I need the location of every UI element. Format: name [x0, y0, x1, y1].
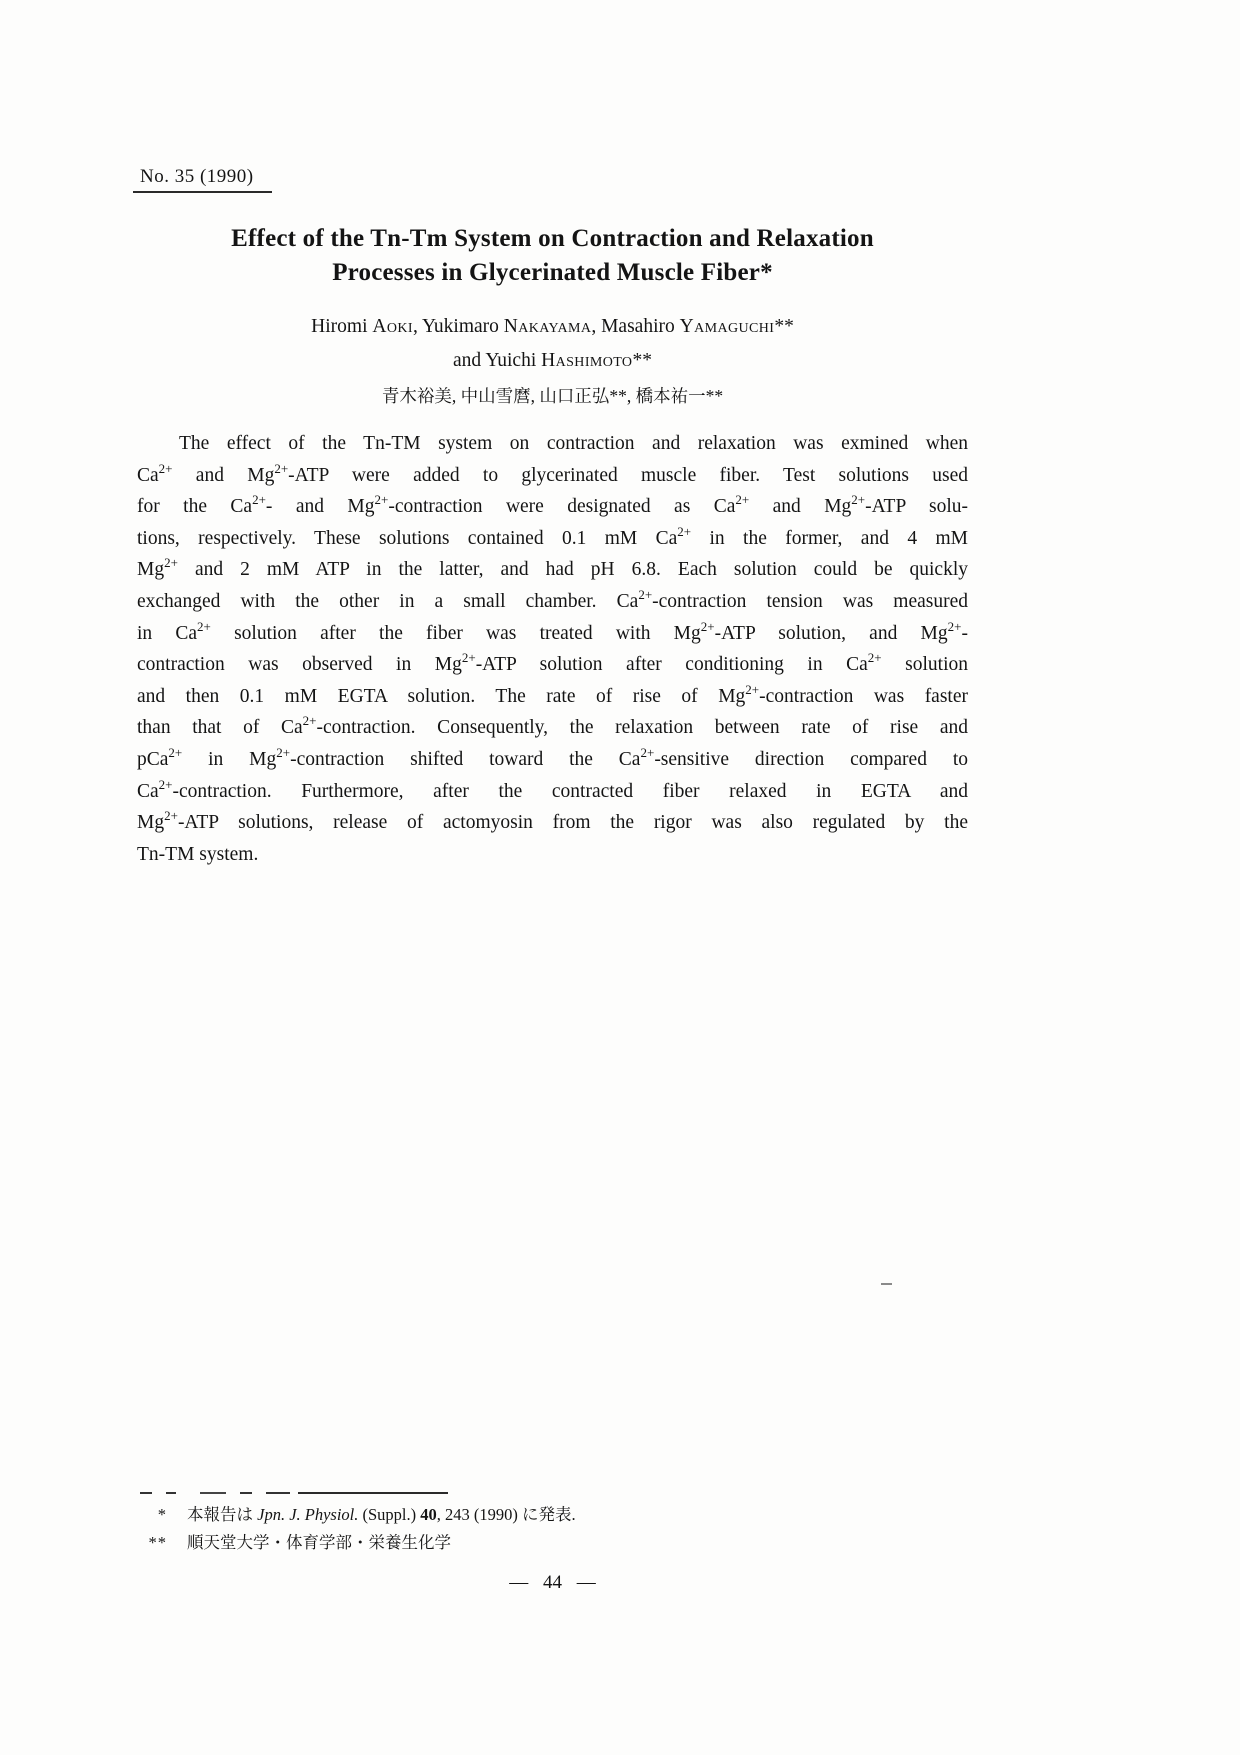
text-segment: 2+ [735, 492, 750, 508]
text-segment: 2+ [164, 555, 178, 571]
author-list-japanese [137, 383, 968, 408]
text-segment: and Mg [749, 496, 852, 518]
text-segment: Effect of the Tn-Tm System on Contraction and Relaxation [231, 225, 874, 252]
footnote-row [137, 1529, 837, 1557]
text-segment: Yamaguchi [679, 316, 775, 337]
abstract-paragraph-line [137, 491, 968, 523]
author-list [137, 310, 968, 378]
text-segment: ** [774, 316, 794, 337]
issue-header: No. 35 (1990) [133, 166, 272, 193]
abstract-paragraph-line [137, 618, 968, 650]
text-segment: , Masahiro [591, 316, 680, 337]
footnote-separator-rule [140, 1492, 448, 1494]
text-segment: Ca [137, 780, 159, 802]
text-segment: in Mg [182, 748, 277, 770]
text-segment: 2+ [274, 460, 289, 476]
paper-title [137, 222, 968, 290]
text-segment: exchanged with the other in a small chamber. Ca [137, 590, 639, 612]
text-segment: 順天堂大学・体育学部・栄養生化学 [187, 1533, 451, 1552]
text-segment: 2+ [700, 618, 715, 634]
footnote-row [137, 1501, 837, 1529]
text-segment: for the Ca [137, 496, 253, 518]
abstract-paragraph-line [137, 807, 968, 839]
text-segment: 2+ [158, 776, 173, 792]
text-segment: 2+ [867, 650, 882, 666]
text-segment: 2+ [252, 492, 266, 508]
abstract-paragraph-line [137, 586, 968, 618]
text-segment: -contraction. Consequently, the relaxation between rate of rise and [316, 717, 968, 739]
text-segment: 本報告は [187, 1505, 258, 1524]
text-segment: tions, respectively. These solutions contained 0.1 mM Ca [137, 527, 678, 549]
abstract-paragraph [137, 428, 968, 870]
text-segment: 2+ [461, 650, 476, 666]
text-segment: -ATP solutions, release of actomyosin from the rigor was also regulated by the [177, 812, 968, 834]
text-segment: -ATP solution after conditioning in Ca [475, 654, 868, 676]
text-segment: Mg [137, 559, 165, 581]
text-segment: -sensitive direction compared to [654, 748, 968, 770]
abstract-paragraph-line [137, 839, 968, 871]
text-segment: 2+ [745, 681, 760, 697]
scan-artifact-dash [881, 1283, 892, 1285]
abstract-paragraph-line [137, 649, 968, 681]
text-segment: pCa [137, 748, 169, 770]
text-segment: 40 [420, 1505, 437, 1524]
text-segment: , Yukimaro [412, 316, 504, 337]
footnote-marker: ** [148, 1533, 167, 1552]
text-segment: - and Mg [265, 496, 375, 518]
paper-title-line [137, 222, 968, 256]
author-list-line [137, 310, 968, 344]
text-segment: 2+ [164, 808, 178, 824]
text-segment: -ATP solu- [865, 496, 969, 518]
text-segment: Tn-TM system. [137, 843, 259, 865]
paper-title-line [137, 256, 968, 290]
text-segment: in the former, and 4 mM [691, 527, 968, 549]
text-segment: solution [881, 654, 969, 676]
text-segment: 2+ [851, 492, 866, 508]
text-segment: 2+ [276, 744, 291, 760]
text-segment: 2+ [302, 713, 317, 729]
text-segment: 2+ [677, 523, 692, 539]
page-number: — 44 — [509, 1572, 596, 1593]
text-segment: (Suppl.) [358, 1505, 421, 1524]
footnote-text [187, 1501, 576, 1529]
abstract-paragraph-line [137, 460, 968, 492]
text-segment: and 2 mM ATP in the latter, and had pH 6.8. Each solution could be quickly [177, 559, 968, 581]
text-segment: and Mg [172, 464, 275, 486]
text-segment: Ca [137, 464, 159, 486]
text-segment: 2+ [168, 744, 183, 760]
text-segment: Nakayama [503, 316, 592, 337]
text-segment: 2+ [638, 586, 653, 602]
text-segment: contraction was observed in Mg [137, 654, 462, 676]
text-segment: -contraction was faster [759, 685, 968, 707]
text-segment: -contraction tension was measured [652, 590, 969, 612]
text-segment: Mg [137, 812, 165, 834]
text-segment: and then 0.1 mM EGTA solution. The rate of rise of Mg [137, 685, 746, 707]
text-segment: in Ca [137, 622, 198, 644]
text-segment: Processes in Glycerinated Muscle Fiber* [332, 259, 773, 286]
abstract-paragraph-line [137, 776, 968, 808]
footnote-marker: * [157, 1505, 167, 1524]
text-segment: -ATP were added to glycerinated muscle fiber. Test solutions used [288, 464, 968, 486]
abstract-paragraph-line [137, 744, 968, 776]
footnote-text [187, 1529, 451, 1557]
abstract-paragraph-line [137, 681, 968, 713]
text-segment: -contraction were designated as Ca [388, 496, 736, 518]
text-segment: 2+ [640, 744, 655, 760]
text-segment: than that of Ca [137, 717, 303, 739]
text-segment: -contraction. Furthermore, after the contracted fiber relaxed in EGTA and [172, 780, 968, 802]
abstract-paragraph-line [137, 554, 968, 586]
text-segment: Jpn. J. Physiol. [257, 1505, 359, 1524]
abstract-paragraph-line [137, 523, 968, 555]
abstract-paragraph-line [137, 712, 968, 744]
text-segment: 青木裕美, 中山雪麿, 山口正弘**, 橋本祐一** [381, 386, 724, 406]
text-segment: Aoki [372, 316, 413, 337]
text-segment: solution after the fiber was treated with Mg [210, 622, 701, 644]
text-segment: -contraction shifted toward the Ca [290, 748, 641, 770]
text-segment: 2+ [374, 492, 389, 508]
text-segment: 2+ [158, 460, 173, 476]
text-segment: , 243 (1990) に発表. [436, 1505, 576, 1524]
text-segment: -ATP solution, and Mg [714, 622, 948, 644]
abstract-paragraph-line [137, 428, 968, 460]
text-segment: 2+ [947, 618, 962, 634]
text-segment: and Yuichi [453, 350, 542, 371]
text-segment: 2+ [197, 618, 211, 634]
text-segment: ** [632, 350, 652, 371]
text-segment: Hiromi [311, 316, 373, 337]
author-list-line [137, 344, 968, 378]
footnotes [137, 1501, 837, 1557]
text-segment: - [961, 622, 968, 644]
text-segment: The effect of the Tn-TM system on contraction and relaxation was exmined when [179, 433, 968, 454]
text-segment: Hashimoto [541, 350, 633, 371]
